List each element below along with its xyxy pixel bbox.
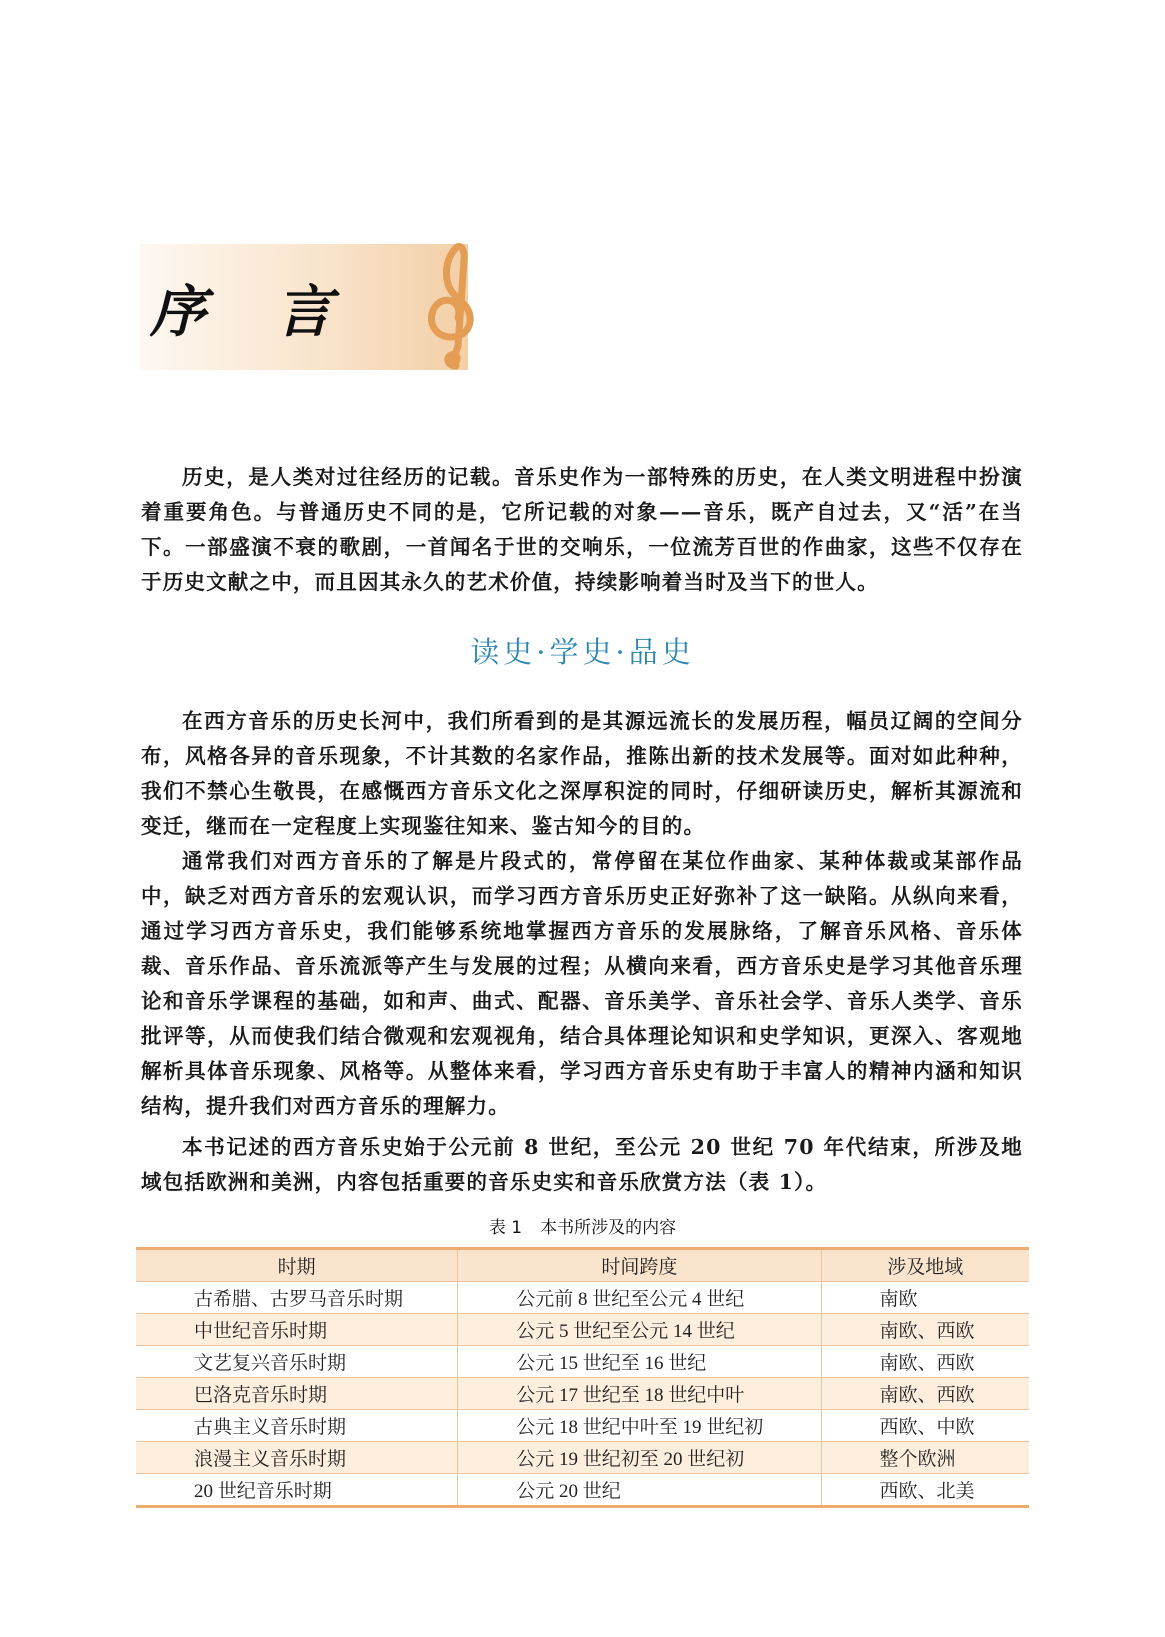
page-title xyxy=(150,268,350,348)
table-row xyxy=(136,1474,1029,1507)
table-caption xyxy=(0,1213,1165,1238)
table-cell-region: 南欧、西欧 xyxy=(821,1314,1029,1346)
table-cell-region: 西欧、北美 xyxy=(821,1474,1029,1507)
table-cell-period: 古希腊、古罗马音乐时期 xyxy=(136,1282,458,1314)
table-header-row xyxy=(136,1249,1029,1282)
table-cell-region: 南欧、西欧 xyxy=(821,1378,1029,1410)
table-row xyxy=(136,1346,1029,1378)
table-cell-timespan: 公元 19 世纪初至 20 世纪初 xyxy=(458,1442,821,1474)
periods-table xyxy=(136,1247,1029,1508)
table-caption-number: 表 1 xyxy=(488,1218,523,1238)
page-title-char: 序 xyxy=(150,279,206,345)
table-cell-region: 整个欧洲 xyxy=(821,1442,1029,1474)
table-cell-period: 巴洛克音乐时期 xyxy=(136,1378,458,1410)
table-cell-timespan: 公元 20 世纪 xyxy=(458,1474,821,1507)
table-cell-period: 文艺复兴音乐时期 xyxy=(136,1346,458,1378)
table-header-period: 时期 xyxy=(136,1249,458,1282)
table-header-timespan: 时间跨度 xyxy=(458,1249,821,1282)
table-caption-title: 本书所涉及的内容 xyxy=(540,1218,677,1238)
table-cell-timespan: 公元 18 世纪中叶至 19 世纪初 xyxy=(458,1410,821,1442)
table-cell-region: 南欧 xyxy=(821,1282,1029,1314)
table-cell-timespan: 公元 5 世纪至公元 14 世纪 xyxy=(458,1314,821,1346)
body-paragraph: 通常我们对西方音乐的了解是片段式的，常停留在某位作曲家、某种体裁或某部作品中，缺乏对西方音乐的宏观认识，而学习西方音乐历史正好弥补了这一缺陷。从纵向来看，通过学习西方音乐史，我们能够系统地掌握西方音乐的发展脉络，了解音乐风格、音乐体裁、音乐作品、音乐流派等产生与发展的过程；从横向来看，西方音乐史是学习其他音乐理论和音乐学课程的基础，如和声、曲式、配器、音乐美学、音乐社会学、音乐人类学、音乐批评等，从而使我们结合微观和宏观视角，结合具体理论知识和史学知识，更深入、客观地解析具体音乐现象、风格等。从整体来看，学习西方音乐史有助于丰富人的精神内涵和知识结构，提升我们对西方音乐的理解力。 xyxy=(141,849,1023,1118)
table-cell-period: 中世纪音乐时期 xyxy=(136,1314,458,1346)
table-cell-region: 南欧、西欧 xyxy=(821,1346,1029,1378)
treble-clef-icon xyxy=(418,240,486,372)
table-cell-timespan: 公元前 8 世纪至公元 4 世纪 xyxy=(458,1282,821,1314)
table-cell-region: 西欧、中欧 xyxy=(821,1410,1029,1442)
table-cell-timespan: 公元 15 世纪至 16 世纪 xyxy=(458,1346,821,1378)
body-paragraph: 本书记述的西方音乐史始于公元前 8 世纪，至公元 20 世纪 70 年代结束，所涉及地域包括欧洲和美洲，内容包括重要的音乐史实和音乐欣赏方法（表 1）。 xyxy=(141,1135,1023,1194)
page-title-char: 言 xyxy=(276,279,332,345)
table-header-region: 涉及地域 xyxy=(821,1249,1029,1282)
table-cell-period: 20 世纪音乐时期 xyxy=(136,1474,458,1507)
section-heading: 读史·学史·品史 xyxy=(470,635,695,669)
table-row xyxy=(136,1442,1029,1474)
table-row xyxy=(136,1410,1029,1442)
table-cell-period: 古典主义音乐时期 xyxy=(136,1410,458,1442)
table-cell-timespan: 公元 17 世纪至 18 世纪中叶 xyxy=(458,1378,821,1410)
table-row xyxy=(136,1282,1029,1314)
table-cell-period: 浪漫主义音乐时期 xyxy=(136,1442,458,1474)
body-paragraph: 在西方音乐的历史长河中，我们所看到的是其源远流长的发展历程，幅员辽阔的空间分布，风格各异的音乐现象，不计其数的名家作品，推陈出新的技术发展等。面对如此种种，我们不禁心生敬畏，在感慨西方音乐文化之深厚积淀的同时，仔细研读历史，解析其源流和变迁，继而在一定程度上实现鉴往知来、鉴古知今的目的。 xyxy=(141,709,1023,838)
intro-paragraph: 历史，是人类对过往经历的记载。音乐史作为一部特殊的历史，在人类文明进程中扮演着重要角色。与普通历史不同的是，它所记载的对象——音乐，既产自过去，又“活”在当下。一部盛演不衰的歌剧，一首闻名于世的交响乐，一位流芳百世的作曲家，这些不仅存在于历史文献之中，而且因其永久的艺术价值，持续影响着当时及当下的世人。 xyxy=(141,465,1023,594)
table-row xyxy=(136,1378,1029,1410)
table-row xyxy=(136,1314,1029,1346)
